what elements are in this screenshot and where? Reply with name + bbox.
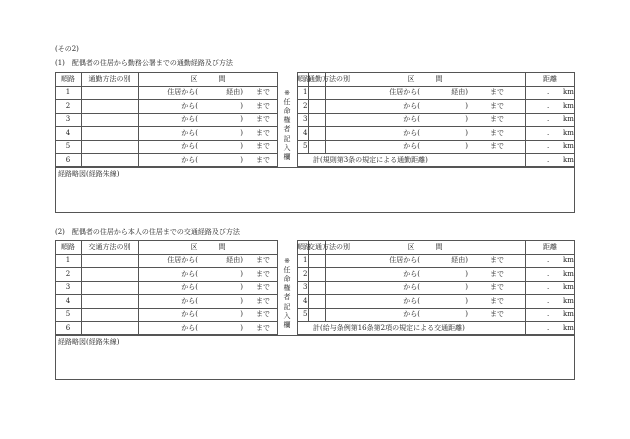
row-num: 4 — [303, 128, 308, 137]
route-from: から( — [403, 310, 420, 318]
row-num: 6 — [65, 155, 71, 164]
grid-line — [297, 126, 575, 127]
row-num: 3 — [65, 115, 71, 123]
grid-line — [297, 86, 575, 87]
header-method: 交通方法の別 — [308, 242, 350, 251]
row-num: 4 — [303, 296, 308, 305]
distance-unit: km — [563, 101, 574, 110]
route-to: まで — [256, 88, 270, 96]
grid-line — [297, 267, 575, 268]
row-num: 4 — [65, 128, 71, 137]
route-to: まで — [256, 101, 270, 110]
route-from: 住居から( — [389, 88, 420, 96]
distance-dot: . — [547, 142, 550, 150]
grid-line — [297, 254, 575, 255]
grid-line — [55, 294, 278, 295]
header-section: 区 間 — [407, 74, 443, 83]
row-num: 5 — [303, 142, 308, 150]
distance-dot: . — [547, 283, 550, 291]
grid-line — [297, 113, 575, 114]
route-to: まで — [256, 323, 270, 332]
distance-unit: km — [563, 128, 574, 137]
total-label: 計(給与条例第16条第2項の規定による交通距離) — [313, 323, 465, 332]
distance-unit: km — [563, 115, 574, 123]
grid-line — [297, 294, 575, 295]
route-to: まで — [256, 155, 270, 164]
route-to: まで — [490, 101, 504, 110]
route-from: から( — [181, 155, 198, 164]
section-title: (1) 配偶者の住居から勤務公署までの通勤経路及び方法 — [55, 59, 233, 67]
header-distance: 距離 — [543, 74, 557, 83]
distance-unit: km — [563, 155, 574, 164]
header-method: 交通方法の別 — [88, 242, 131, 251]
grid-line — [297, 281, 575, 282]
distance-unit: km — [563, 323, 574, 332]
route-to: まで — [490, 115, 504, 123]
row-num: 5 — [65, 310, 71, 318]
route-via: ) — [465, 310, 468, 318]
row-num: 1 — [303, 88, 308, 96]
distance-dot: . — [547, 155, 550, 164]
route-from: から( — [181, 142, 198, 150]
route-to: まで — [256, 128, 270, 137]
header-num: 順路 — [61, 74, 75, 83]
route-from: から( — [403, 101, 420, 110]
route-to: まで — [256, 310, 270, 318]
route-from: から( — [181, 115, 198, 123]
row-num: 2 — [65, 269, 71, 278]
distance-unit: km — [563, 283, 574, 291]
row-num: 1 — [65, 88, 71, 96]
grid-line — [55, 86, 278, 87]
route-to: まで — [490, 88, 504, 96]
header-method: 通勤方法の別 — [88, 74, 131, 83]
section-title: (2) 配偶者の住居から本人の住居までの交通経路及び方法 — [55, 228, 240, 236]
grid-line — [55, 267, 278, 268]
route-to: まで — [256, 115, 270, 123]
header-section: 区 間 — [190, 74, 226, 83]
route-to: まで — [490, 283, 504, 291]
route-via: ) — [240, 296, 243, 305]
route-via: ) — [240, 101, 243, 110]
route-via: ) — [240, 283, 243, 291]
route-to: まで — [490, 128, 504, 137]
grid-line — [297, 140, 575, 141]
grid-line — [55, 99, 278, 100]
distance-unit: km — [563, 142, 574, 150]
route-from: から( — [181, 296, 198, 305]
route-via: ) — [240, 269, 243, 278]
route-to: まで — [256, 283, 270, 291]
header-section: 区 間 — [407, 242, 443, 251]
route-via: ) — [240, 310, 243, 318]
route-via: ) — [465, 142, 468, 150]
row-num: 3 — [303, 115, 308, 123]
row-num: 2 — [65, 101, 71, 110]
route-via: ) — [240, 128, 243, 137]
route-to: まで — [490, 310, 504, 318]
row-num: 2 — [303, 269, 308, 278]
row-num: 1 — [303, 256, 308, 264]
distance-dot: . — [547, 323, 550, 332]
route-to: まで — [256, 269, 270, 278]
row-num: 2 — [303, 101, 308, 110]
grid-line — [297, 99, 575, 100]
route-to: まで — [256, 142, 270, 150]
row-num: 5 — [303, 310, 308, 318]
route-from: 住居から( — [167, 88, 198, 96]
grid-line — [55, 126, 278, 127]
distance-unit: km — [563, 296, 574, 305]
distance-unit: km — [563, 88, 574, 96]
route-from: から( — [403, 269, 420, 278]
side-note: ※ 任 命 権 者 記 入 欄 — [283, 256, 291, 329]
route-via: ) — [240, 115, 243, 123]
route-via: ) — [465, 283, 468, 291]
header-num: 順路 — [297, 242, 311, 251]
route-from: から( — [181, 269, 198, 278]
distance-unit: km — [563, 269, 574, 278]
route-from: から( — [181, 323, 198, 332]
distance-unit: km — [563, 256, 574, 264]
route-from: から( — [403, 283, 420, 291]
route-via: 経由) — [226, 88, 243, 96]
route-via: ) — [240, 155, 243, 164]
row-num: 4 — [65, 296, 71, 305]
route-from: から( — [181, 128, 198, 137]
side-note: ※ 任 命 権 者 記 入 欄 — [283, 88, 291, 161]
route-via: ) — [240, 142, 243, 150]
header-section: 区 間 — [190, 242, 226, 251]
grid-line — [55, 321, 278, 322]
route-map-label: 経路略図(経路朱線) — [58, 169, 120, 178]
route-from: から( — [403, 296, 420, 305]
route-via: ) — [465, 101, 468, 110]
header-num: 順路 — [61, 242, 75, 251]
header-method: 通勤方法の別 — [308, 74, 350, 83]
grid-line — [55, 254, 278, 255]
route-via: 経由) — [226, 256, 243, 264]
row-num: 3 — [65, 283, 71, 291]
page-label: (その2) — [55, 45, 79, 53]
route-map-box — [55, 167, 575, 213]
route-from: 住居から( — [167, 256, 198, 264]
distance-dot: . — [547, 128, 550, 137]
route-via: ) — [240, 323, 243, 332]
distance-dot: . — [547, 296, 550, 305]
route-to: まで — [490, 256, 504, 264]
distance-unit: km — [563, 310, 574, 318]
row-num: 1 — [65, 256, 71, 264]
distance-dot: . — [547, 88, 550, 96]
route-to: まで — [256, 296, 270, 305]
grid-line — [55, 153, 278, 154]
route-from: から( — [403, 128, 420, 137]
grid-line — [55, 308, 278, 309]
route-from: から( — [403, 115, 420, 123]
grid-line — [297, 321, 575, 322]
route-via: ) — [465, 296, 468, 305]
grid-line — [297, 308, 575, 309]
route-map-box — [55, 335, 575, 380]
distance-dot: . — [547, 269, 550, 278]
distance-dot: . — [547, 256, 550, 264]
route-via: ) — [465, 128, 468, 137]
grid-line — [55, 113, 278, 114]
route-from: から( — [181, 283, 198, 291]
route-from: から( — [181, 101, 198, 110]
row-num: 5 — [65, 142, 71, 150]
route-to: まで — [490, 296, 504, 305]
route-to: まで — [256, 256, 270, 264]
row-num: 3 — [303, 283, 308, 291]
grid-line — [55, 140, 278, 141]
route-to: まで — [490, 269, 504, 278]
distance-dot: . — [547, 101, 550, 110]
row-num: 6 — [65, 323, 71, 332]
route-from: から( — [403, 142, 420, 150]
header-distance: 距離 — [543, 242, 557, 251]
header-num: 順路 — [297, 74, 311, 83]
route-to: まで — [490, 142, 504, 150]
total-label: 計(規則第3条の規定による通勤距離) — [313, 155, 428, 164]
route-via: ) — [465, 115, 468, 123]
grid-line — [55, 281, 278, 282]
distance-dot: . — [547, 310, 550, 318]
grid-line — [297, 153, 575, 154]
route-via: ) — [465, 269, 468, 278]
route-from: から( — [181, 310, 198, 318]
route-via: 経由) — [451, 88, 468, 96]
route-map-label: 経路略図(経路朱線) — [58, 337, 120, 346]
route-from: 住居から( — [389, 256, 420, 264]
distance-dot: . — [547, 115, 550, 123]
route-via: 経由) — [451, 256, 468, 264]
